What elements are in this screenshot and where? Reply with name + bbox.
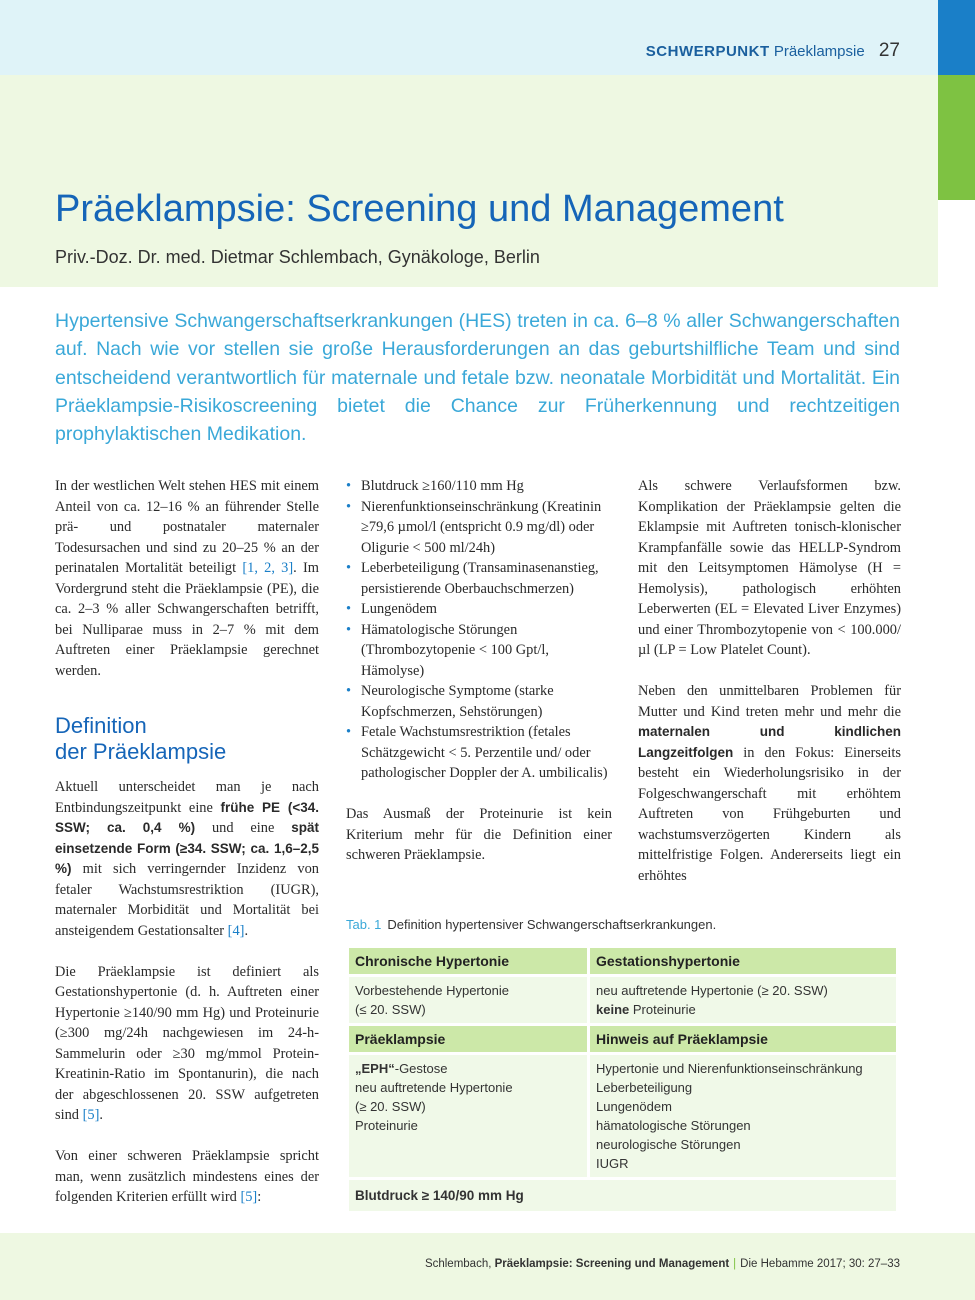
text: Aktuell unterscheidet man je nach Entbindungszeitpunkt eine (55, 779, 319, 816)
bold-text: frühe PE (<34. SSW; ca. 0,4 %) (55, 799, 319, 835)
cell-line: neu auftretende Hypertonie (355, 1080, 513, 1095)
separator: | (733, 1258, 737, 1270)
table-header-cell: Gestationshypertonie (590, 948, 896, 974)
table-footer-cell: Blutdruck ≥ 140/90 mm Hg (349, 1180, 896, 1211)
bold-text: spät einsetzende Form (≥34. SSW; ca. 1,6–2,5 %) (55, 820, 319, 876)
text: : (257, 1189, 262, 1205)
cell-line (355, 1059, 581, 1078)
list-item: • Leberbeteiligung (Transaminasenanstieg, persistierende Oberbauchschmerzen) (346, 558, 612, 599)
cell-line: hämatologische Störungen (596, 1118, 751, 1133)
table-cell (349, 1055, 587, 1177)
article-title: Präeklampsie: Screening und Management (55, 188, 784, 230)
text: . (99, 1107, 103, 1123)
side-tab-blue (938, 0, 975, 75)
section-label: SCHWERPUNKT (645, 43, 770, 60)
cell-line: Proteinurie (355, 1118, 418, 1133)
table-header-cell: Präeklampsie (349, 1026, 587, 1052)
table-caption (346, 917, 716, 932)
text: mit sich verringernder Inzidenz von fetaler Wachstumsrestriktion (IUGR), maternaler Morbidität und Mortalität bei ansteigendem Gestationsalter (55, 861, 319, 939)
list-item: • Lungenödem (346, 599, 612, 620)
list-item: • Nierenfunktionseinschränkung (Kreatinin ≥79,6 µmol/l (entspricht 0.9 mg/dl) oder Oligurie < 500 ml/24h) (346, 497, 612, 559)
table-cell (349, 977, 587, 1023)
cell-line: Vorbestehende Hypertonie (355, 983, 509, 998)
cell-line: (≤ 20. SSW) (355, 1002, 426, 1017)
abstract: Hypertensive Schwangerschaftserkrankungen (HES) treten in ca. 6–8 % aller Schwangerschaften auf. Nach wie vor stellen sie große Herausforderungen an das geburtshilfliche Team und sind entscheidend verantwortlich für maternale und fetale bzw. neonatale Morbidität und Mortalität. Ein Präeklampsie-Risikoscreening bietet die Chance zur Früherkennung und rechtzeitigen prophylaktischen Medikation. (55, 310, 900, 446)
footer-author: Schlembach, (424, 1258, 495, 1270)
topic-label: Präeklampsie (773, 43, 865, 60)
column-1 (55, 476, 319, 1228)
cell-line (596, 1000, 890, 1019)
cell-line: neurologische Störungen (596, 1137, 741, 1152)
cell-line: Leberbeteiligung (596, 1080, 693, 1095)
table-row (349, 977, 896, 1023)
table-row (349, 1180, 896, 1211)
text: Die Präeklampsie ist definiert als Gestationshypertonie (d. h. Auftreten einer Hypertonie ≥140/90 mm Hg) und Proteinurie (≥300 mg/24h nachgewiesen im 24-h-Sammelurin oder ≥30 mg/mmol Protein-Kreatinin-Ratio im Spontanurin), die nach der abgeschlossenen 20. SSW aufgetreten sind (55, 963, 319, 1123)
cell-line: Hypertonie und Nierenfunktionseinschränkung (596, 1061, 863, 1076)
text: Von einer schweren Präeklampsie spricht man, wenn zusätzlich mindestens eines der folgenden Kriterien erfüllt wird (55, 1148, 319, 1205)
table-header-cell: Chronische Hypertonie (349, 948, 587, 974)
section-heading (55, 713, 319, 765)
page-number: 27 (878, 40, 900, 61)
citation-link[interactable]: [5] (240, 1189, 258, 1205)
paragraph (55, 962, 319, 1126)
header-band (0, 0, 938, 75)
bold-text: keine (596, 1002, 630, 1017)
text: Neben den unmittelbaren Problemen für Mutter und Kind treten mehr und mehr die (638, 683, 901, 720)
paragraph (55, 777, 319, 941)
table-cell (590, 1055, 896, 1177)
citation-link[interactable]: [1, 2, 3] (242, 560, 294, 576)
text: -Gestose (394, 1061, 448, 1076)
text: . Im Vordergrund steht die Präeklampsie (PE), die ca. 2–3 % aller Schwangerschaften betrifft, bei Nulliparae muss in 2–7 % mit dem Auftreten einer Präeklampsie gerechnet werden. (55, 560, 319, 679)
list-item: • Blutdruck ≥160/110 mm Hg (346, 476, 612, 497)
paragraph (55, 1146, 319, 1208)
heading-line: Definition (55, 713, 147, 738)
table-row (349, 1026, 896, 1052)
table-cell (590, 977, 896, 1023)
paragraph (638, 681, 901, 886)
table-label: Tab. 1 (346, 917, 382, 932)
cell-line: neu auftretende Hypertonie (≥ 20. SSW) (596, 983, 828, 998)
citation-link[interactable]: [4] (227, 922, 245, 939)
list-item: • Hämatologische Störungen (Thrombozytopenie < 100 Gpt/l, Hämolyse) (346, 620, 612, 682)
bold-text: maternalen und kindlichen Langzeitfolgen (638, 724, 901, 760)
cell-line: (≥ 20. SSW) (355, 1099, 426, 1114)
author-line: Priv.-Doz. Dr. med. Dietmar Schlembach, Gynäkologe, Berlin (55, 247, 540, 267)
definition-table (346, 945, 899, 1214)
heading-line: der Präeklampsie (55, 739, 227, 764)
footer-title: Präeklampsie: Screening und Management (494, 1258, 730, 1270)
column-2 (346, 476, 612, 886)
cell-line: IUGR (596, 1156, 629, 1171)
paragraph: Das Ausmaß der Proteinurie ist kein Kriterium mehr für die Definition einer schweren Präeklampsie. (346, 806, 612, 863)
paragraph: Als schwere Verlaufsformen bzw. Komplikation der Präeklampsie gelten die Eklampsie mit Auftreten tonisch-klonischer Krampfanfälle sowie das HELLP-Syndrom mit den Leitsymptomen Hämolyse (H = Hemolysis), pathologisch erhöhten Leberwerten (EL = Elevated Liver Enzymes) und einer Thrombozytopenie von < 100.000/µl (LP = Low Platelet Count). (638, 478, 901, 658)
list-item: • Neurologische Symptome (starke Kopfschmerzen, Sehstörungen) (346, 681, 612, 722)
text: Proteinurie (629, 1002, 696, 1017)
cell-line: Lungenödem (596, 1099, 672, 1114)
side-tab-green (938, 75, 975, 200)
table-row (349, 948, 896, 974)
text: In der westlichen Welt stehen HES mit einem Anteil von ca. 12–16 % an führender Stelle prä- und postnataler maternaler Todesursachen und sind zu 20–25 % an der perinatalen Mortalität beteiligt (55, 478, 319, 576)
table-header-cell: Hinweis auf Präeklampsie (590, 1026, 896, 1052)
footer-journal: Die Hebamme 2017; 30: 27–33 (740, 1258, 900, 1270)
paragraph (55, 476, 319, 681)
criteria-list (346, 476, 612, 784)
list-item: • Fetale Wachstumsrestriktion (fetales Schätzgewicht < 5. Perzentile und/ oder pathologischer Doppler der A. umbilicalis) (346, 722, 612, 784)
table-row (349, 1055, 896, 1177)
text: und eine (211, 820, 275, 836)
running-header (646, 40, 900, 62)
bold-text: „EPH“ (355, 1061, 395, 1076)
text: in den Fokus: Einerseits besteht ein Wiederholungsrisiko in der Folgeschwangerschaft mit erhöhtem Auftreten von Frühgeburten und wachstumsverzögerten Kindern als mittelfristige Folgen. Andererseits liegt ein erhöhtes (638, 744, 901, 884)
citation-link[interactable]: [5] (82, 1107, 100, 1123)
table-caption-text: Definition hypertensiver Schwangerschaftserkrankungen. (387, 917, 717, 932)
page-footer (425, 1258, 900, 1270)
text: . (244, 922, 249, 939)
column-3 (638, 476, 901, 907)
